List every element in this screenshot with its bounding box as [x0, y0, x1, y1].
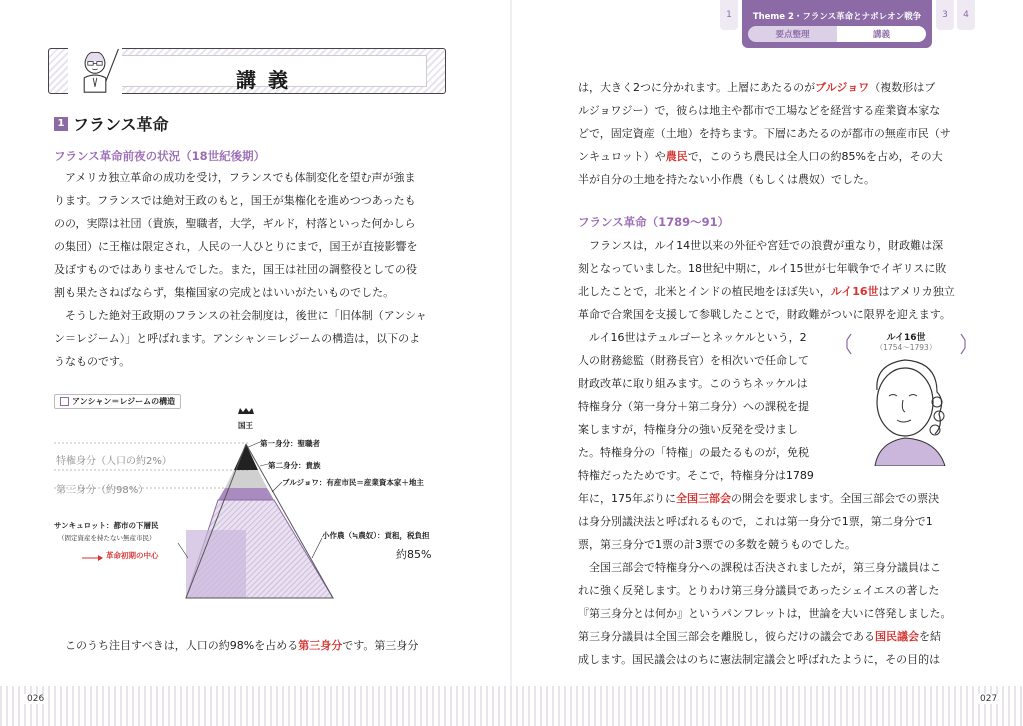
text-line [578, 556, 972, 579]
highlight-term: 国民議会 [875, 630, 919, 643]
section-heading [54, 112, 169, 135]
right-body-bottom [578, 487, 972, 671]
text-run: 北したことで，北米とインドの植民地をほぼ失い， [578, 285, 831, 298]
text-run: れに強く反発します。とりわけ第三身分議員であったシェイエスの著した [578, 584, 940, 597]
closing-post: です。第三身分 [342, 639, 419, 652]
right-body-mid [578, 234, 972, 326]
text-line [578, 280, 972, 303]
diagram-king-label: 国王 [238, 421, 253, 430]
diagram-sans-culottes-sub: （固定資産を持たない無産市民） [58, 534, 156, 542]
diagram-peasant-percent: 約85% [396, 548, 432, 561]
tab-lecture[interactable]: 講義 [837, 26, 926, 42]
text-line [578, 602, 972, 625]
text-line: のの，実際は社団（貴族，聖職者，大学，ギルド，村落といった何かしら [54, 217, 416, 230]
text-run: 成します。国民議会はのちに憲法制定議会と呼ばれたように，その目的は [578, 653, 941, 666]
text-line: そうした絶対王政期のフランスの社会制度は，後世に「旧体制（アンシャ [65, 309, 427, 322]
text-run: ルジョワジー）で，彼らは地主や都市で工場などを経営する産業資本家な [578, 104, 941, 117]
text-line [578, 533, 972, 556]
tab-4[interactable]: 4 [957, 0, 975, 30]
text-run: を結 [919, 630, 941, 643]
paragraph-ancien-regime [54, 304, 446, 373]
text-line [578, 648, 972, 671]
diagram-revolution-core-label: 革命初期の中心 [106, 551, 159, 560]
text-line: ります。フランスでは絶対王政のもと，国王が集権化を進めつつあったも [54, 194, 416, 207]
closing-pre: このうち注目すべきは，人口の約98%を占める [65, 639, 299, 652]
text-run: 全国三部会で特権身分への課税は否決されましたが，第三身分議員はこ [589, 561, 941, 574]
text-run: 刻となっていました。18世紀中期に，ルイ15世が七年戦争でイギリスに敗 [578, 262, 947, 275]
text-line [578, 234, 972, 257]
diagram-bourgeois-label: ブルジョワ：有産市民＝産業資本家＋地主 [282, 478, 424, 487]
text-line [578, 99, 972, 122]
right-body-top [578, 76, 972, 191]
paragraph-estates-general [578, 487, 972, 556]
portrait-louis16 [845, 330, 967, 466]
text-run: 革命で合衆国を支援して参戦したことで，財政難がついに限界を迎えます。 [578, 308, 951, 321]
pyramid-sans-culottes [186, 530, 246, 598]
diagram-second-estate-label: 第二身分：貴族 [268, 461, 321, 470]
paragraph-finance [578, 234, 972, 326]
text-run: 第三身分議員は全国三部会を離脱し，彼らだけの議会である [578, 630, 875, 643]
text-run: はアメリカ独立 [878, 285, 955, 298]
text-line: ルイ16世はテュルゴーとネッケルという，2 [589, 331, 807, 344]
text-line: 案しますが，特権身分の強い反発を受けまし [578, 423, 798, 436]
subheading-eve: フランス革命前夜の状況（18世紀後期） [54, 149, 266, 163]
tab-1[interactable]: 1 [720, 0, 738, 30]
highlight-term: 農民 [665, 150, 688, 163]
text-run: は，大きく2つに分かれます。上層にあたるのが [578, 81, 816, 94]
left-closing-text [54, 634, 446, 657]
theme-title: Theme 2・フランス革命とナポレオン戦争 [752, 12, 922, 22]
banner-inner [109, 55, 427, 92]
text-line: 財政改革に取り組みます。このうちネッケルは [578, 377, 808, 390]
section-title: フランス革命 [73, 115, 169, 134]
text-run: フランスは，ルイ14世以来の外征や宮廷での浪費が重なり，財政難は深 [589, 239, 944, 252]
diagram-title-marker [60, 397, 69, 406]
tab-theme-2[interactable] [742, 0, 932, 48]
chapter-tab-bar [720, 0, 975, 50]
text-line: ン＝レジーム）」と呼ばれます。アンシャン＝レジームの構造は，以下のよ [54, 332, 421, 345]
page-number-right: 027 [977, 694, 1000, 704]
closing-highlight: 第三身分 [298, 639, 343, 652]
text-line [578, 487, 972, 510]
text-line [578, 510, 972, 533]
tab-3[interactable]: 3 [936, 0, 954, 30]
text-run: 票，第三身分で1票の計3票での多数を競うものでした。 [578, 538, 856, 551]
crown-icon [238, 408, 254, 414]
page-number-left: 026 [24, 694, 47, 704]
louis16-portrait-box [845, 330, 967, 466]
portrait-years: （1754〜1793） [875, 343, 937, 352]
text-line: 特権だったためです。そこで，特権身分は1789 [578, 469, 814, 482]
text-line: うなものです。 [54, 355, 131, 368]
text-line: た。特権身分の「特権」の最たるものが，免税 [578, 446, 809, 459]
text-line [578, 579, 972, 602]
pyramid-second-estate [225, 470, 267, 488]
left-page [0, 0, 510, 726]
section-number-badge: 1 [54, 117, 68, 131]
text-line [578, 303, 972, 326]
paragraph-absolutism [54, 166, 446, 304]
text-line: 割も果たさねばならず，集権国家の完成とはいいがたいものでした。 [54, 286, 395, 299]
text-line [578, 122, 972, 145]
highlight-term: ルイ16世 [830, 285, 879, 298]
text-run: （複数形はブ [869, 81, 936, 94]
paragraph-necker [578, 326, 830, 487]
text-line: 特権身分（第一身分＋第二身分）への課税を提 [578, 400, 809, 413]
right-body-narrow [578, 326, 830, 487]
text-line [578, 168, 972, 191]
highlight-term: ブルジョワ [815, 81, 870, 94]
text-run: どで，固定資産（土地）を持ちます。下層にあたるのが都市の無産市民（サ [578, 127, 951, 140]
text-run: の開会を要求します。全国三部会での票決 [731, 492, 940, 505]
paragraph-third-estate [578, 76, 972, 191]
diagram-title-text: アンシャン＝レジームの構造 [72, 397, 176, 406]
paragraph-national-assembly [578, 556, 972, 671]
text-run: ンキュロット）や [578, 150, 666, 163]
text-line: 及ぼすものではありませんでした。また，国王は社団の調整役としての役 [54, 263, 417, 276]
diagram-third-estate-label: 第三身分（約98%） [56, 485, 149, 496]
text-line [578, 625, 972, 648]
text-line [578, 257, 972, 280]
subheading-revolution: フランス革命（1789〜91） [578, 215, 730, 229]
diagram-peasant-label: 小作農（≒農奴）：貢租，税負担 [322, 531, 430, 540]
ancien-regime-diagram [50, 408, 450, 608]
diagram-privileged-label: 特権身分（人口の約2%） [56, 456, 172, 467]
left-body [54, 166, 446, 373]
banner-title: 講義 [236, 68, 300, 92]
text-run: 年に，175年ぶりに [578, 492, 676, 505]
text-line [578, 145, 972, 168]
text-line: アメリカ独立革命の成功を受け，フランスでも体制変化を望む声が強ま [65, 171, 416, 184]
text-line [578, 76, 972, 99]
diagram-sans-culottes-label: サンキュロット：都市の下層民 [54, 521, 159, 530]
tab-subsections [748, 26, 926, 42]
text-line: 人の財務総監（財務長官）を相次いで任命して [578, 354, 809, 367]
text-run: で，このうち農民は全人口の約85%を占め，その大 [687, 150, 943, 163]
text-line: の集団）に王権は限定され，人民の一人ひとりにまで，国王が直接影響を [54, 240, 418, 253]
highlight-term: 全国三部会 [676, 492, 731, 505]
diagram-first-estate-label: 第一身分：聖職者 [260, 439, 320, 448]
text-run: は身分別議決法と呼ばれるもので，これは第一身分で1票，第二身分で1 [578, 515, 933, 528]
portrait-name: ルイ16世 [886, 333, 926, 343]
text-run: 半が自分の土地を持たない小作農（もしくは農奴）でした。 [578, 173, 875, 186]
diagram-title [54, 394, 181, 409]
teacher-illustration [68, 40, 122, 94]
text-run: 『第三身分とは何か』というパンフレットは，世論を大いに啓発しました。 [578, 607, 952, 620]
tab-summary[interactable]: 要点整理 [748, 26, 837, 42]
